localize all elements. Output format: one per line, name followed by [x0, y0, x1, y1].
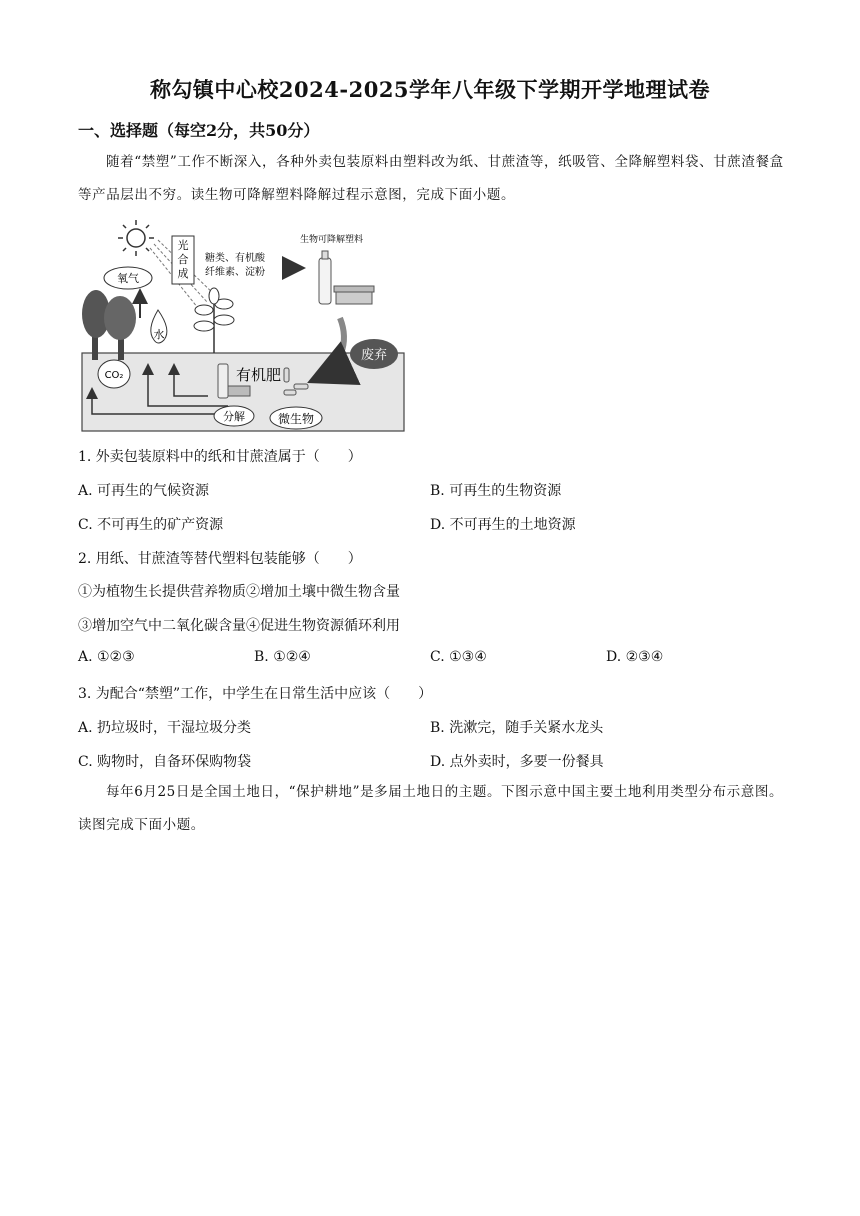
q3-option-b[interactable]: B. 洗漱完，随手关紧水龙头 — [430, 720, 604, 736]
page-title: 称勾镇中心校2024-2025学年八年级下学期开学地理试卷 — [149, 77, 711, 102]
q2-stem: 2. 用纸、甘蔗渣等替代塑料包装能够（ ） — [78, 551, 362, 567]
nutrients-label-2: 纤维素、淀粉 — [205, 267, 265, 278]
q3-option-c[interactable]: C. 购物时，自备环保购物袋 — [78, 754, 252, 770]
sun-icon — [118, 220, 154, 256]
q2-option-b[interactable]: B. ①②④ — [254, 649, 311, 665]
decompose-label: 分解 — [223, 410, 245, 423]
q3-option-a[interactable]: A. 扔垃圾时，干湿垃圾分类 — [78, 720, 252, 736]
food-box-icon — [334, 286, 374, 304]
intro-paragraph-1: 随着“禁塑”工作不断深入，各种外卖包装原料由塑料改为纸、甘蔗渣等，纸吸管、全降解塑料袋、甘蔗渣餐盒等产品层出不穷。读生物可降解塑料降解过程示意图，完成下面小题。 — [78, 154, 784, 203]
water-label: 水 — [153, 328, 165, 341]
discard-label: 废弃 — [360, 348, 388, 363]
q1-option-a[interactable]: A. 可再生的气候资源 — [78, 483, 210, 499]
q2-option-a[interactable]: A. ①②③ — [78, 649, 135, 665]
q3-stem: 3. 为配合“禁塑”工作，中学生在日常生活中应该（ ） — [78, 686, 433, 702]
q2-statements-2: ③增加空气中二氧化碳含量④促进生物资源循环利用 — [78, 618, 400, 634]
bottle-icon — [319, 251, 331, 304]
q3-option-d[interactable]: D. 点外卖时，多要一份餐具 — [430, 754, 604, 770]
photosynthesis-char-3: 成 — [177, 267, 189, 280]
nutrients-label-1: 糖类、有机酸 — [205, 253, 265, 264]
q2-option-c[interactable]: C. ①③④ — [430, 649, 487, 665]
co2-label: CO₂ — [104, 370, 124, 381]
photosynthesis-char-2: 合 — [177, 253, 189, 266]
q2-option-d[interactable]: D. ②③④ — [606, 649, 664, 665]
fertilizer-label: 有机肥 — [236, 366, 282, 384]
bioplastic-label: 生物可降解塑料 — [300, 235, 364, 245]
intro-paragraph-2: 每年6月25日是全国土地日，“保护耕地”是多届土地日的主题。下图示意中国主要土地利用类型分布示意图。读图完成下面小题。 — [78, 784, 784, 833]
section-heading: 一、选择题（每空2分，共50分） — [78, 121, 320, 140]
q1-stem: 1. 外卖包装原料中的纸和甘蔗渣属于（ ） — [78, 449, 362, 465]
microbe-label: 微生物 — [277, 412, 315, 426]
fertilizer-bottle — [218, 364, 228, 398]
q1-option-d[interactable]: D. 不可再生的土地资源 — [430, 517, 576, 533]
q1-option-c[interactable]: C. 不可再生的矿产资源 — [78, 517, 224, 533]
biodegradation-diagram — [78, 218, 408, 434]
photosynthesis-char-1: 光 — [177, 239, 189, 252]
tree-icon — [82, 290, 136, 360]
oxygen-label: 氧气 — [117, 272, 139, 285]
q1-option-b[interactable]: B. 可再生的生物资源 — [430, 483, 562, 499]
plant-icon — [194, 288, 234, 353]
q2-statements-1: ①为植物生长提供营养物质②增加土壤中微生物含量 — [78, 584, 400, 600]
